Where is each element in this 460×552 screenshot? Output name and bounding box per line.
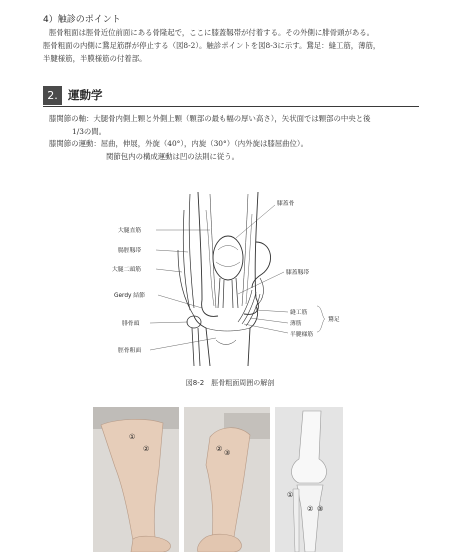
label-pes-anserinus: 鵞足: [328, 317, 340, 323]
photo-2-marker-2: ②: [216, 445, 223, 453]
kinematics-line-1: 膝関節の軸：大腿骨内側上顆と外側上顆（顆部の最も幅の厚い高さ），矢状面では顆部の中央と後: [49, 114, 371, 123]
femur-drawing: [198, 192, 258, 316]
kinematics-paragraph: [43, 113, 421, 163]
photo-2-marker-3: ③: [224, 449, 231, 457]
label-patella: 膝蓋骨: [277, 201, 295, 207]
tibia-drawing: [194, 306, 258, 366]
photo-3-marker-3: ③: [317, 505, 324, 513]
kinematics-heading: [43, 86, 419, 106]
heading-number-box: 2.: [43, 86, 62, 105]
label-iliotibial-band: 腸脛靱帯: [118, 248, 142, 254]
label-gerdy-tubercle: Gerdy 結節: [114, 293, 145, 299]
label-rectus-femoris: 大腿直筋: [118, 228, 142, 234]
leader-lines: [150, 205, 325, 350]
palpation-line-1: 脛骨粗面は脛骨近位前面にある骨隆起で，ここに膝蓋靱帯が付着する。その外側に腓骨頭がある。: [49, 28, 375, 37]
kinematics-line-2: 1/3の間。: [72, 126, 107, 136]
figure-caption: 図8-2 脛骨粗面周囲の解剖: [185, 379, 275, 387]
section-title: 4）触診のポイント: [43, 15, 121, 25]
photo-1-marker-2: ②: [143, 445, 150, 453]
label-patellar-ligament: 膝蓋靱帯: [286, 270, 310, 276]
kinematics-line-4: 関節包内の構成運動は凹の法則に従う。: [106, 151, 240, 161]
photo-3-marker-1: ①: [287, 491, 294, 499]
label-fibular-head: 腓骨頭: [122, 321, 140, 327]
patellar-ligament-drawing: [218, 278, 238, 308]
palpation-paragraph: [43, 26, 421, 65]
kinematics-line-3: 膝関節の運動：屈曲，伸展，外旋（40°），内旋（30°）（内外旋は膝屈曲位）。: [49, 139, 308, 148]
heading-title: 運動学: [68, 88, 103, 102]
heading-rule: [43, 106, 419, 107]
label-tibial-tuberosity: 脛骨粗面: [118, 348, 142, 354]
label-biceps-femoris: 大腿二頭筋: [112, 267, 141, 273]
photo-knee-medial: [184, 407, 270, 552]
photo-3-marker-2: ②: [307, 505, 314, 513]
photo-knee-model: [275, 407, 343, 552]
photo-knee-front: [93, 407, 179, 552]
photo-1-marker-1: ①: [129, 433, 136, 441]
knee-anatomy-figure: [110, 190, 360, 368]
patella-drawing: [213, 236, 243, 280]
palpation-line-2: 脛骨粗面の内側に鵞足筋群が停止する（図8-2）。触診ポイントを図8-3に示す。鵞足：縫工筋，薄筋，: [43, 41, 381, 50]
palpation-line-3: 半腱様筋，半膜様筋の付着部。: [43, 54, 147, 63]
label-semitendinosus: 半腱様筋: [290, 332, 314, 338]
label-sartorius: 縫工筋: [290, 310, 308, 316]
label-gracilis: 薄筋: [290, 321, 302, 327]
lateral-muscles-drawing: [178, 194, 194, 316]
